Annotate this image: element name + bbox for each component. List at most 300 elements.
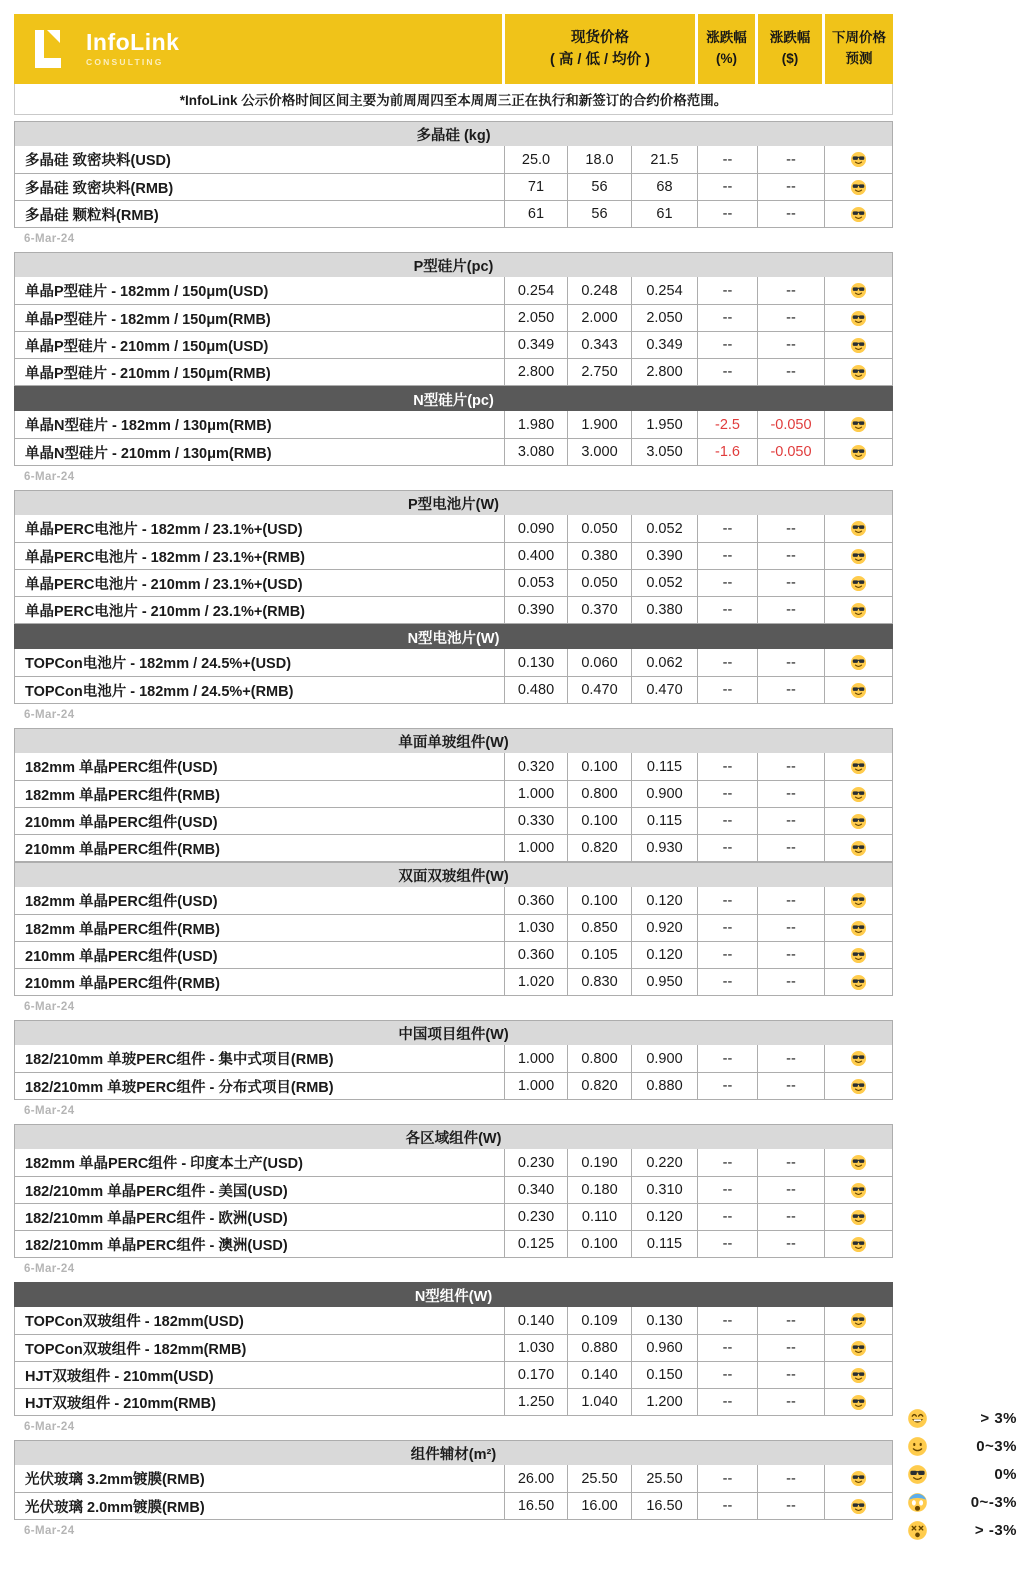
product-label-cell: 182/210mm 单晶PERC组件 - 美国(USD) bbox=[14, 1176, 505, 1203]
change-pct-title: 涨跌幅 bbox=[706, 30, 747, 46]
avg-price-cell: 0.880 bbox=[632, 1072, 698, 1099]
brand-subtitle: CONSULTING bbox=[86, 57, 164, 67]
low-price-cell: 0.100 bbox=[568, 887, 632, 914]
change-usd-cell: -0.050 bbox=[758, 411, 825, 438]
legend-row bbox=[903, 1404, 1021, 1432]
change-pct-cell: -- bbox=[698, 596, 758, 623]
sunglasses-face-icon bbox=[850, 892, 867, 909]
avg-price-cell: 21.5 bbox=[632, 146, 698, 173]
product-label-cell: 单晶P型硅片 - 210mm / 150μm(USD) bbox=[14, 331, 505, 358]
price-row bbox=[14, 753, 893, 780]
section-rows bbox=[14, 515, 893, 624]
forecast-cell bbox=[825, 676, 893, 703]
avg-price-cell: 0.220 bbox=[632, 1149, 698, 1176]
sunglasses-face-icon bbox=[850, 1340, 867, 1357]
low-price-cell: 1.900 bbox=[568, 411, 632, 438]
change-pct-cell: -- bbox=[698, 1203, 758, 1230]
product-label-cell: 单晶P型硅片 - 182mm / 150μm(RMB) bbox=[14, 304, 505, 331]
sunglasses-face-icon bbox=[850, 1236, 867, 1253]
change-pct-cell: -- bbox=[698, 173, 758, 200]
change-usd-cell: -- bbox=[758, 173, 825, 200]
price-block bbox=[14, 1440, 893, 1538]
sunglasses-face-icon bbox=[850, 206, 867, 223]
forecast-cell bbox=[825, 780, 893, 807]
section-header: 双面双玻组件(W) bbox=[14, 862, 893, 887]
avg-price-cell: 2.800 bbox=[632, 358, 698, 385]
change-usd-cell: -- bbox=[758, 807, 825, 834]
change-pct-cell: -- bbox=[698, 1045, 758, 1072]
date-label: 6-Mar-24 bbox=[24, 233, 75, 245]
forecast-cell bbox=[825, 968, 893, 995]
high-price-cell: 1.000 bbox=[505, 780, 568, 807]
high-price-cell: 0.390 bbox=[505, 596, 568, 623]
avg-price-cell: 0.900 bbox=[632, 1045, 698, 1072]
forecast-title: 下周价格 bbox=[832, 30, 886, 46]
change-pct-cell: -- bbox=[698, 649, 758, 676]
product-label-cell: 多晶硅 颗粒料(RMB) bbox=[14, 200, 505, 227]
forecast-cell bbox=[825, 515, 893, 542]
price-row bbox=[14, 807, 893, 834]
change-usd-cell: -- bbox=[758, 1045, 825, 1072]
avg-price-cell: 0.052 bbox=[632, 569, 698, 596]
high-price-cell: 0.320 bbox=[505, 753, 568, 780]
section-rows bbox=[14, 1307, 893, 1416]
change-pct-cell: -- bbox=[698, 887, 758, 914]
price-block bbox=[14, 1282, 893, 1434]
change-usd-cell: -- bbox=[758, 1307, 825, 1334]
high-price-cell: 1.030 bbox=[505, 1334, 568, 1361]
legend-label: > -3% bbox=[974, 1521, 1017, 1539]
price-row bbox=[14, 941, 893, 968]
price-row bbox=[14, 331, 893, 358]
price-row bbox=[14, 1388, 893, 1415]
high-price-cell: 1.980 bbox=[505, 411, 568, 438]
price-row bbox=[14, 1334, 893, 1361]
product-label-cell: 182/210mm 单晶PERC组件 - 欧洲(USD) bbox=[14, 1203, 505, 1230]
high-price-cell: 0.480 bbox=[505, 676, 568, 703]
change-pct-cell: -- bbox=[698, 1465, 758, 1492]
change-usd-cell: -- bbox=[758, 1334, 825, 1361]
product-label-cell: 182mm 单晶PERC组件(USD) bbox=[14, 753, 505, 780]
sunglasses-face-icon bbox=[850, 947, 867, 964]
change-pct-cell: -- bbox=[698, 146, 758, 173]
price-row bbox=[14, 1361, 893, 1388]
product-label-cell: 182mm 单晶PERC组件 - 印度本土产(USD) bbox=[14, 1149, 505, 1176]
sunglasses-face-icon bbox=[850, 1154, 867, 1171]
change-pct-cell: -- bbox=[698, 1388, 758, 1415]
forecast-cell bbox=[825, 1072, 893, 1099]
product-label-cell: TOPCon双玻组件 - 182mm(USD) bbox=[14, 1307, 505, 1334]
avg-price-cell: 25.50 bbox=[632, 1465, 698, 1492]
forecast-cell bbox=[825, 200, 893, 227]
change-usd-title: 涨跌幅 bbox=[769, 30, 811, 46]
sunglasses-face-icon bbox=[850, 337, 867, 354]
price-row bbox=[14, 596, 893, 623]
section-rows bbox=[14, 1465, 893, 1520]
sunglasses-face-icon bbox=[850, 364, 867, 381]
change-pct-cell: -- bbox=[698, 1492, 758, 1519]
low-price-cell: 0.800 bbox=[568, 780, 632, 807]
low-price-cell: 0.140 bbox=[568, 1361, 632, 1388]
change-usd-cell: -- bbox=[758, 676, 825, 703]
price-row bbox=[14, 1465, 893, 1492]
price-block bbox=[14, 1124, 893, 1276]
high-price-cell: 0.349 bbox=[505, 331, 568, 358]
product-label-cell: 光伏玻璃 2.0mm镀膜(RMB) bbox=[14, 1492, 505, 1519]
forecast-cell bbox=[825, 542, 893, 569]
avg-price-cell: 0.920 bbox=[632, 914, 698, 941]
change-pct-cell: -- bbox=[698, 277, 758, 304]
avg-price-cell: 0.052 bbox=[632, 515, 698, 542]
avg-price-cell: 1.950 bbox=[632, 411, 698, 438]
change-usd-cell: -- bbox=[758, 834, 825, 861]
high-price-cell: 0.400 bbox=[505, 542, 568, 569]
change-usd-cell: -- bbox=[758, 1203, 825, 1230]
change-usd-cell: -- bbox=[758, 968, 825, 995]
high-price-cell: 25.0 bbox=[505, 146, 568, 173]
section-rows bbox=[14, 1149, 893, 1258]
change-pct-cell: -- bbox=[698, 941, 758, 968]
avg-price-cell: 0.115 bbox=[632, 1230, 698, 1257]
change-usd-cell: -- bbox=[758, 596, 825, 623]
forecast-cell bbox=[825, 358, 893, 385]
avg-price-cell: 0.349 bbox=[632, 331, 698, 358]
sunglasses-face-icon bbox=[850, 654, 867, 671]
change-usd-cell: -- bbox=[758, 1072, 825, 1099]
product-label-cell: 182mm 单晶PERC组件(RMB) bbox=[14, 914, 505, 941]
low-price-cell: 0.820 bbox=[568, 834, 632, 861]
low-price-cell: 0.820 bbox=[568, 1072, 632, 1099]
avg-price-cell: 0.150 bbox=[632, 1361, 698, 1388]
grinning-face-icon bbox=[907, 1408, 928, 1429]
low-price-cell: 0.370 bbox=[568, 596, 632, 623]
low-price-cell: 0.470 bbox=[568, 676, 632, 703]
sunglasses-face-icon bbox=[850, 548, 867, 565]
product-label-cell: 单晶N型硅片 - 182mm / 130μm(RMB) bbox=[14, 411, 505, 438]
product-label-cell: 182/210mm 单玻PERC组件 - 分布式项目(RMB) bbox=[14, 1072, 505, 1099]
change-usd-cell: -- bbox=[758, 780, 825, 807]
forecast-cell bbox=[825, 1307, 893, 1334]
sunglasses-face-icon bbox=[850, 786, 867, 803]
avg-price-cell: 61 bbox=[632, 200, 698, 227]
change-usd-cell: -- bbox=[758, 200, 825, 227]
change-usd-cell: -- bbox=[758, 1230, 825, 1257]
change-usd-cell: -- bbox=[758, 887, 825, 914]
change-usd-cell: -- bbox=[758, 941, 825, 968]
avg-price-cell: 16.50 bbox=[632, 1492, 698, 1519]
low-price-cell: 0.105 bbox=[568, 941, 632, 968]
section-rows bbox=[14, 277, 893, 386]
high-price-cell: 1.000 bbox=[505, 834, 568, 861]
high-price-cell: 0.254 bbox=[505, 277, 568, 304]
product-label-cell: 210mm 单晶PERC组件(USD) bbox=[14, 941, 505, 968]
sunglasses-face-icon bbox=[850, 1470, 867, 1487]
sunglasses-face-icon bbox=[850, 1078, 867, 1095]
low-price-cell: 56 bbox=[568, 173, 632, 200]
avg-price-cell: 0.254 bbox=[632, 277, 698, 304]
change-pct-cell: -- bbox=[698, 834, 758, 861]
forecast-cell bbox=[825, 304, 893, 331]
forecast-cell bbox=[825, 1334, 893, 1361]
avg-price-cell: 0.380 bbox=[632, 596, 698, 623]
change-usd-unit: ($) bbox=[781, 51, 799, 66]
change-pct-cell: -- bbox=[698, 968, 758, 995]
change-pct-cell: -- bbox=[698, 200, 758, 227]
column-header-change-pct bbox=[698, 14, 758, 84]
price-row bbox=[14, 1307, 893, 1334]
high-price-cell: 0.340 bbox=[505, 1176, 568, 1203]
sunglasses-face-icon bbox=[850, 682, 867, 699]
high-price-cell: 2.800 bbox=[505, 358, 568, 385]
price-block bbox=[14, 1020, 893, 1118]
forecast-cell bbox=[825, 1045, 893, 1072]
report-header bbox=[14, 14, 893, 84]
high-price-cell: 0.230 bbox=[505, 1203, 568, 1230]
low-price-cell: 0.100 bbox=[568, 807, 632, 834]
legend-label: > 3% bbox=[980, 1409, 1017, 1427]
change-usd-cell: -- bbox=[758, 358, 825, 385]
legend-row bbox=[903, 1432, 1021, 1460]
sunglasses-face-icon bbox=[850, 840, 867, 857]
sunglasses-face-icon bbox=[850, 1312, 867, 1329]
brand-cell bbox=[14, 14, 505, 84]
sunglasses-face-icon bbox=[850, 179, 867, 196]
price-block bbox=[14, 121, 893, 246]
infolink-logo-icon bbox=[30, 28, 76, 70]
section-header: 单面单玻组件(W) bbox=[14, 728, 893, 753]
price-row bbox=[14, 676, 893, 703]
change-usd-cell: -- bbox=[758, 569, 825, 596]
avg-price-cell: 2.050 bbox=[632, 304, 698, 331]
price-row bbox=[14, 542, 893, 569]
high-price-cell: 2.050 bbox=[505, 304, 568, 331]
price-block bbox=[14, 252, 893, 484]
product-label-cell: 多晶硅 致密块料(RMB) bbox=[14, 173, 505, 200]
product-label-cell: 光伏玻璃 3.2mm镀膜(RMB) bbox=[14, 1465, 505, 1492]
high-price-cell: 71 bbox=[505, 173, 568, 200]
column-header-change-usd bbox=[758, 14, 825, 84]
product-label-cell: 单晶P型硅片 - 210mm / 150μm(RMB) bbox=[14, 358, 505, 385]
low-price-cell: 0.180 bbox=[568, 1176, 632, 1203]
forecast-cell bbox=[825, 834, 893, 861]
forecast-cell bbox=[825, 887, 893, 914]
price-row bbox=[14, 146, 893, 173]
forecast-cell bbox=[825, 1361, 893, 1388]
change-pct-cell: -1.6 bbox=[698, 438, 758, 465]
low-price-cell: 2.750 bbox=[568, 358, 632, 385]
price-row bbox=[14, 304, 893, 331]
change-usd-cell: -- bbox=[758, 1388, 825, 1415]
price-row bbox=[14, 173, 893, 200]
avg-price-cell: 0.930 bbox=[632, 834, 698, 861]
price-row bbox=[14, 200, 893, 227]
price-row bbox=[14, 438, 893, 465]
section-rows bbox=[14, 146, 893, 228]
change-usd-cell: -- bbox=[758, 146, 825, 173]
legend-label: 0~3% bbox=[976, 1437, 1017, 1455]
sunglasses-face-icon bbox=[850, 282, 867, 299]
change-pct-cell: -- bbox=[698, 676, 758, 703]
change-usd-cell: -- bbox=[758, 515, 825, 542]
price-row bbox=[14, 1230, 893, 1257]
sunglasses-face-icon bbox=[850, 444, 867, 461]
product-label-cell: 多晶硅 致密块料(USD) bbox=[14, 146, 505, 173]
price-row bbox=[14, 1492, 893, 1519]
date-label: 6-Mar-24 bbox=[24, 1001, 75, 1013]
screaming-face-icon bbox=[907, 1492, 928, 1513]
change-pct-cell: -- bbox=[698, 1176, 758, 1203]
low-price-cell: 56 bbox=[568, 200, 632, 227]
change-pct-cell: -- bbox=[698, 1361, 758, 1388]
date-label: 6-Mar-24 bbox=[24, 709, 75, 721]
sunglasses-face-icon bbox=[850, 1498, 867, 1515]
avg-price-cell: 3.050 bbox=[632, 438, 698, 465]
low-price-cell: 0.830 bbox=[568, 968, 632, 995]
sunglasses-face-icon bbox=[850, 1182, 867, 1199]
change-pct-cell: -- bbox=[698, 914, 758, 941]
sunglasses-face-icon bbox=[850, 1367, 867, 1384]
high-price-cell: 0.140 bbox=[505, 1307, 568, 1334]
product-label-cell: 单晶PERC电池片 - 210mm / 23.1%+(RMB) bbox=[14, 596, 505, 623]
product-label-cell: 单晶PERC电池片 - 210mm / 23.1%+(USD) bbox=[14, 569, 505, 596]
section-header: 多晶硅 (kg) bbox=[14, 121, 893, 146]
section-header: 组件辅材(m²) bbox=[14, 1440, 893, 1465]
forecast-cell bbox=[825, 569, 893, 596]
avg-price-cell: 0.960 bbox=[632, 1334, 698, 1361]
product-label-cell: TOPCon电池片 - 182mm / 24.5%+(RMB) bbox=[14, 676, 505, 703]
high-price-cell: 1.030 bbox=[505, 914, 568, 941]
column-header-forecast bbox=[825, 14, 893, 84]
low-price-cell: 0.110 bbox=[568, 1203, 632, 1230]
low-price-cell: 2.000 bbox=[568, 304, 632, 331]
low-price-cell: 3.000 bbox=[568, 438, 632, 465]
avg-price-cell: 0.120 bbox=[632, 1203, 698, 1230]
product-label-cell: 210mm 单晶PERC组件(RMB) bbox=[14, 968, 505, 995]
section-header: N型硅片(pc) bbox=[14, 386, 893, 411]
avg-price-cell: 0.470 bbox=[632, 676, 698, 703]
change-pct-cell: -- bbox=[698, 1230, 758, 1257]
product-label-cell: 210mm 单晶PERC组件(USD) bbox=[14, 807, 505, 834]
date-label: 6-Mar-24 bbox=[24, 471, 75, 483]
high-price-cell: 1.000 bbox=[505, 1072, 568, 1099]
price-row bbox=[14, 649, 893, 676]
price-row bbox=[14, 411, 893, 438]
change-usd-cell: -- bbox=[758, 304, 825, 331]
price-row bbox=[14, 914, 893, 941]
product-label-cell: TOPCon双玻组件 - 182mm(RMB) bbox=[14, 1334, 505, 1361]
price-row bbox=[14, 968, 893, 995]
low-price-cell: 0.248 bbox=[568, 277, 632, 304]
low-price-cell: 0.800 bbox=[568, 1045, 632, 1072]
forecast-cell bbox=[825, 277, 893, 304]
sunglasses-face-icon bbox=[850, 1209, 867, 1226]
sunglasses-face-icon bbox=[850, 310, 867, 327]
change-usd-cell: -- bbox=[758, 1492, 825, 1519]
product-label-cell: 182/210mm 单玻PERC组件 - 集中式项目(RMB) bbox=[14, 1045, 505, 1072]
change-pct-cell: -- bbox=[698, 331, 758, 358]
low-price-cell: 25.50 bbox=[568, 1465, 632, 1492]
high-price-cell: 1.250 bbox=[505, 1388, 568, 1415]
sunglasses-face-icon bbox=[850, 602, 867, 619]
avg-price-cell: 0.950 bbox=[632, 968, 698, 995]
brand-name: InfoLink bbox=[86, 29, 180, 55]
change-pct-cell: -- bbox=[698, 1334, 758, 1361]
sunglasses-face-icon bbox=[850, 1394, 867, 1411]
section-header: N型电池片(W) bbox=[14, 624, 893, 649]
low-price-cell: 0.850 bbox=[568, 914, 632, 941]
change-usd-cell: -- bbox=[758, 1149, 825, 1176]
avg-price-cell: 0.120 bbox=[632, 887, 698, 914]
change-pct-cell: -- bbox=[698, 1149, 758, 1176]
sunglasses-face-icon bbox=[850, 520, 867, 537]
high-price-cell: 0.125 bbox=[505, 1230, 568, 1257]
change-pct-unit: (%) bbox=[716, 51, 737, 66]
price-row bbox=[14, 569, 893, 596]
avg-price-cell: 0.062 bbox=[632, 649, 698, 676]
price-row bbox=[14, 1176, 893, 1203]
low-price-cell: 18.0 bbox=[568, 146, 632, 173]
high-price-cell: 0.053 bbox=[505, 569, 568, 596]
product-label-cell: 单晶PERC电池片 - 182mm / 23.1%+(USD) bbox=[14, 515, 505, 542]
forecast-cell bbox=[825, 1388, 893, 1415]
forecast-cell bbox=[825, 807, 893, 834]
sunglasses-face-icon bbox=[850, 974, 867, 991]
avg-price-cell: 0.120 bbox=[632, 941, 698, 968]
section-rows bbox=[14, 411, 893, 466]
section-rows bbox=[14, 649, 893, 704]
change-usd-cell: -- bbox=[758, 1361, 825, 1388]
change-pct-cell: -- bbox=[698, 753, 758, 780]
high-price-cell: 0.090 bbox=[505, 515, 568, 542]
change-usd-cell: -- bbox=[758, 542, 825, 569]
change-usd-cell: -- bbox=[758, 649, 825, 676]
avg-price-cell: 68 bbox=[632, 173, 698, 200]
sunglasses-face-icon bbox=[850, 1050, 867, 1067]
low-price-cell: 0.109 bbox=[568, 1307, 632, 1334]
section-header: P型电池片(W) bbox=[14, 490, 893, 515]
change-pct-cell: -- bbox=[698, 358, 758, 385]
price-row bbox=[14, 358, 893, 385]
change-pct-cell: -2.5 bbox=[698, 411, 758, 438]
forecast-cell bbox=[825, 596, 893, 623]
dizzy-face-icon bbox=[907, 1520, 928, 1541]
high-price-cell: 3.080 bbox=[505, 438, 568, 465]
high-price-cell: 16.50 bbox=[505, 1492, 568, 1519]
spot-price-title: 现货价格 bbox=[571, 29, 629, 46]
forecast-cell bbox=[825, 1492, 893, 1519]
product-label-cell: HJT双玻组件 - 210mm(USD) bbox=[14, 1361, 505, 1388]
low-price-cell: 0.190 bbox=[568, 1149, 632, 1176]
price-block bbox=[14, 490, 893, 722]
brand-text bbox=[86, 31, 179, 67]
legend-row bbox=[903, 1488, 1021, 1516]
high-price-cell: 1.000 bbox=[505, 1045, 568, 1072]
low-price-cell: 0.343 bbox=[568, 331, 632, 358]
column-header-spot-price bbox=[505, 14, 698, 84]
avg-price-cell: 0.310 bbox=[632, 1176, 698, 1203]
price-row bbox=[14, 887, 893, 914]
avg-price-cell: 0.390 bbox=[632, 542, 698, 569]
avg-price-cell: 0.115 bbox=[632, 807, 698, 834]
legend-label: 0~-3% bbox=[970, 1493, 1017, 1511]
forecast-cell bbox=[825, 173, 893, 200]
forecast-cell bbox=[825, 1230, 893, 1257]
high-price-cell: 0.330 bbox=[505, 807, 568, 834]
section-rows bbox=[14, 753, 893, 862]
legend-row bbox=[903, 1460, 1021, 1488]
legend-label: 0% bbox=[994, 1465, 1017, 1483]
section-header: 中国项目组件(W) bbox=[14, 1020, 893, 1045]
